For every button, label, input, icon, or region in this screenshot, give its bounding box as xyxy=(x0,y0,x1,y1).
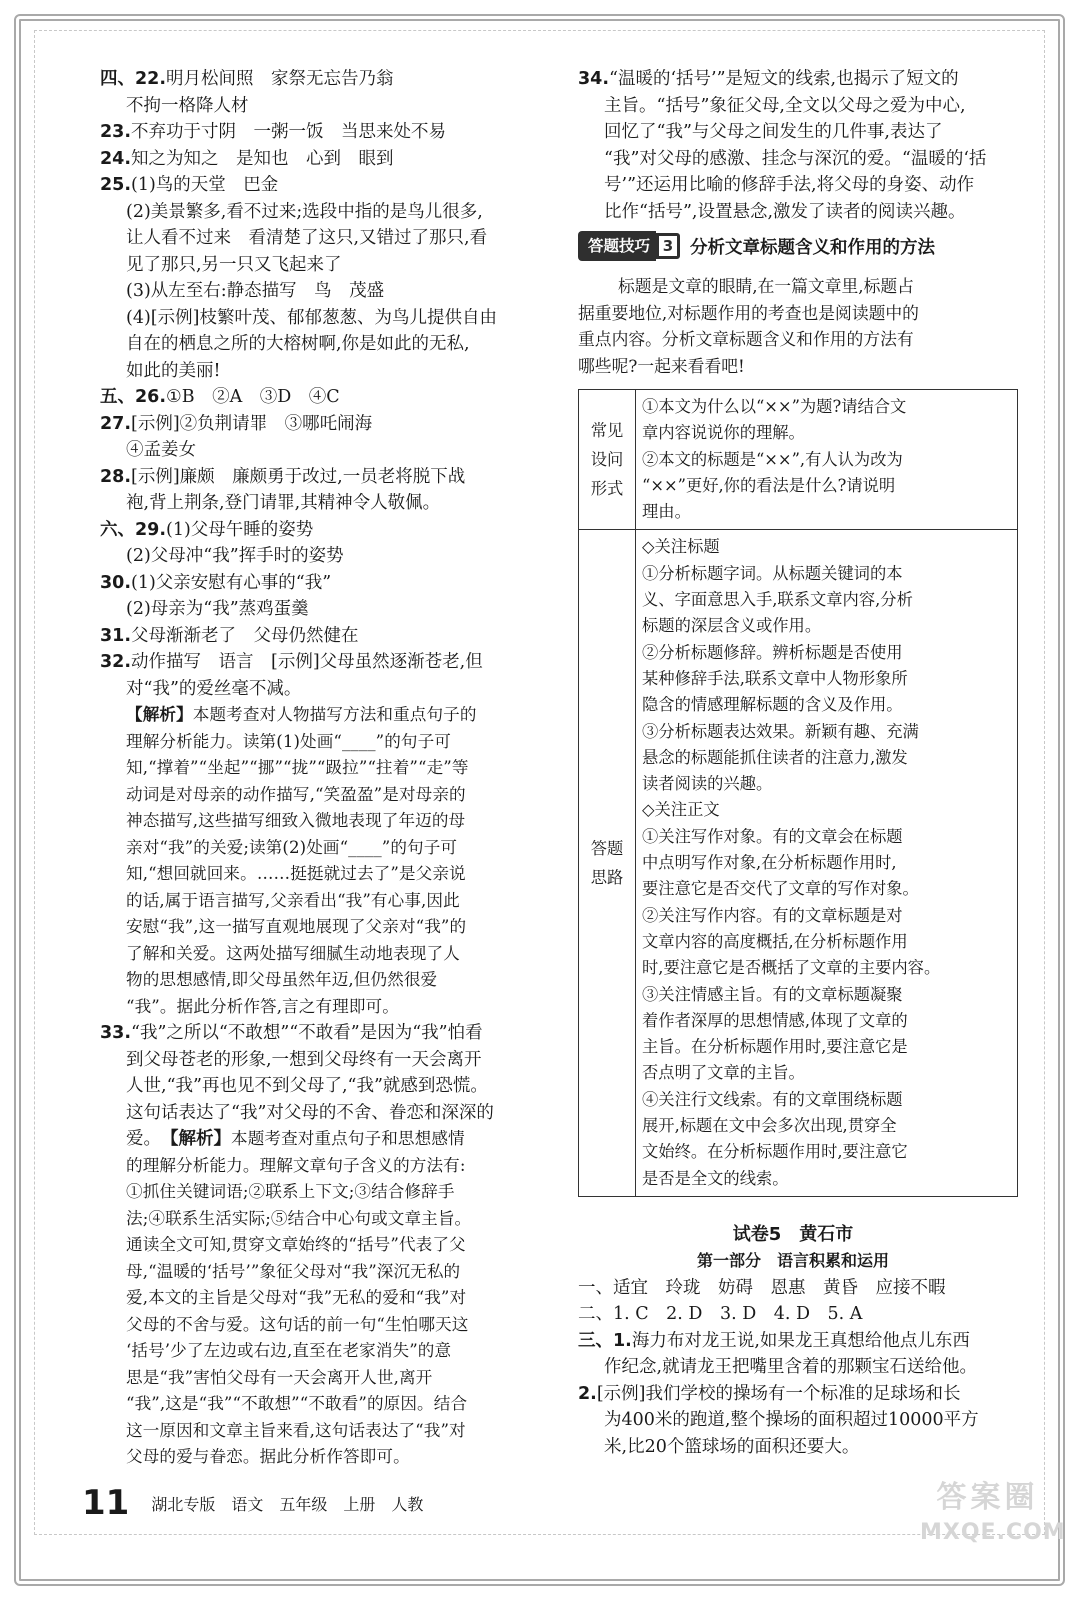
answer-text: (2)母亲为“我”蒸鸡蛋羹 xyxy=(126,599,309,619)
table-line: 隐含的情感理解标题的含义及作用。 xyxy=(642,695,903,715)
table-line: 展开,标题在文中会多次出现,贯穿全 xyxy=(642,1116,897,1136)
paper5-line xyxy=(578,1407,1008,1434)
question-number: 30. xyxy=(100,572,132,593)
answer-text: (4)[示例]枝繁叶茂、郁郁葱葱、为鸟儿提供自由 xyxy=(126,307,497,328)
left-line xyxy=(100,146,545,173)
table-line: ④关注行文线索。有的文章围绕标题 xyxy=(642,1089,903,1109)
answer-approach-content xyxy=(636,530,1018,1196)
answer-text: 这句话表达了“我”对父母的不舍、眷恋和深深的 xyxy=(126,1102,494,1123)
watermark-url: MXQE.COM xyxy=(920,1520,1066,1545)
answer-text: “我”之所以“不敢想”“不敢看”是因为“我”怕看 xyxy=(131,1023,483,1043)
question-number: 23. xyxy=(100,122,132,142)
answer-text: 比作“括号”,设置悬念,激发了读者的阅读兴趣。 xyxy=(604,201,966,222)
table-line: 着作者深厚的思想情感,体现了文章的 xyxy=(642,1010,908,1030)
label-char: 答题 xyxy=(590,839,624,859)
left-line xyxy=(100,1391,545,1418)
part-title: 第一部分 语言积累和运用 xyxy=(696,1250,889,1270)
answer-text: 知,“想回就回来。……挺挺就过去了”是父亲说 xyxy=(126,864,466,883)
answer-text: 为400米的跑道,整个操场的面积超过10000平方 xyxy=(604,1410,979,1431)
left-line xyxy=(100,93,545,120)
intro-line: 重点内容。分析文章标题含义和作用的方法有 xyxy=(578,329,914,349)
left-line xyxy=(100,1365,545,1392)
answer-text: 米,比20个篮球场的面积还要大。 xyxy=(604,1436,860,1457)
answer-text: [示例]我们学校的操场有一个标准的足球场和长 xyxy=(596,1383,961,1404)
table-line: ①本文为什么以“××”为题?请结合文 xyxy=(642,397,907,416)
answer-text: 如此的美丽! xyxy=(126,360,221,381)
left-line xyxy=(100,358,545,385)
table-line: ②分析标题修辞。辨析标题是否使用 xyxy=(642,642,903,662)
answer-text: 法;④联系生活实际;⑤结合中心句或文章主旨。 xyxy=(126,1208,472,1228)
answer-text: “我”。据此分析作答,言之有理即可。 xyxy=(126,996,399,1016)
answer-text: 作纪念,就请龙王把嘴里含着的那颗宝石送给他。 xyxy=(604,1357,978,1378)
answer-text: 本题考查对重点句子和思想感情 xyxy=(231,1129,465,1148)
technique-intro xyxy=(578,273,1008,379)
table-line: 主旨。在分析标题作用时,要注意它是 xyxy=(642,1037,908,1057)
right-line xyxy=(578,172,1008,199)
table-line: 文始终。在分析标题作用时,要注意它 xyxy=(642,1142,908,1162)
left-line xyxy=(100,437,545,464)
left-line xyxy=(100,305,545,332)
table-line: 义、字面意思入手,联系文章内容,分析 xyxy=(642,590,913,610)
table-row-answer-approach xyxy=(579,530,1018,1196)
answer-text: 自在的栖息之所的大榕树啊,你是如此的无私, xyxy=(126,334,470,354)
intro-line: 哪些呢?一起来看看吧! xyxy=(578,355,745,376)
technique-title: 分析文章标题含义和作用的方法 xyxy=(690,237,936,258)
question-number: 32. xyxy=(100,652,132,672)
left-line xyxy=(100,888,545,915)
answer-text: 安慰“我”,这一描写直观地展现了父亲对“我”的 xyxy=(126,917,467,936)
intro-line: 标题是文章的眼睛,在一篇文章里,标题占 xyxy=(618,276,914,296)
left-line xyxy=(100,570,545,597)
question-forms-content xyxy=(636,390,1018,530)
answer-text: ④孟姜女 xyxy=(126,440,196,460)
question-number: 33. xyxy=(100,1023,132,1043)
paper5-line xyxy=(578,1328,1008,1355)
left-line xyxy=(100,1153,545,1180)
watermark-logo xyxy=(920,1478,1066,1566)
question-number: 27. xyxy=(100,413,132,434)
left-line xyxy=(100,861,545,888)
answer-text: 人世,“我”再也见不到父母了,“我”就感到恐慌。 xyxy=(126,1076,488,1096)
right-line xyxy=(578,119,1008,146)
left-line xyxy=(100,517,545,544)
left-line xyxy=(100,411,545,438)
table-line: 要注意它是否交代了文章的写作对象。 xyxy=(642,879,919,899)
question-number: 六、29. xyxy=(100,519,167,540)
left-line xyxy=(100,1338,545,1365)
answer-text: 神态描写,这些描写细致入微地表现了年迈的母 xyxy=(126,811,466,830)
answer-text: 动词是对母亲的动作描写,“笑盈盈”是对母亲的 xyxy=(126,784,466,804)
paper-title: 试卷5 黄石市 xyxy=(732,1223,854,1245)
table-line: 否点明了文章的主旨。 xyxy=(642,1063,805,1083)
left-line xyxy=(100,1073,545,1100)
table-line: “××”更好,你的看法是什么?请说明 xyxy=(642,475,896,495)
left-line xyxy=(100,941,545,968)
table-line: 时,要注意它是否概括了文章的主要内容。 xyxy=(642,958,941,978)
answer-text: (2)父母冲“我”挥手时的姿势 xyxy=(126,546,344,566)
table-line: ②本文的标题是“××”,有人认为改为 xyxy=(642,449,903,469)
answer-text: (2)美景繁多,看不过来;选段中指的是鸟儿很多, xyxy=(126,201,483,222)
left-line xyxy=(100,914,545,941)
intro-line: 据重要地位,对标题作用的考查也是阅读题中的 xyxy=(578,302,919,323)
left-line xyxy=(100,278,545,305)
answer-text: 的理解分析能力。理解文章句子含义的方法有: xyxy=(126,1155,466,1175)
answer-text: 本题考查对人物描写方法和重点句子的 xyxy=(192,705,477,724)
left-line xyxy=(100,490,545,517)
table-row-question-forms xyxy=(579,390,1018,530)
left-line xyxy=(100,1312,545,1339)
label-char: 形式 xyxy=(590,479,624,499)
answer-text: 通读全文可知,贯穿文章始终的“括号”代表了父 xyxy=(126,1235,466,1254)
label-answer-approach xyxy=(579,530,636,1196)
analysis-label: 【解析】 xyxy=(126,705,193,724)
left-line xyxy=(100,1100,545,1127)
answer-text: 让人看不过来 看清楚了这只,又错过了那只,看 xyxy=(126,228,488,248)
left-line xyxy=(100,1020,545,1047)
question-number: 31. xyxy=(100,625,132,646)
table-line: ◇关注正文 xyxy=(642,800,720,820)
right-column xyxy=(578,66,1008,1460)
left-line xyxy=(100,702,545,729)
left-line xyxy=(100,1126,545,1153)
answer-text: 到父母苍老的形象,一想到父母终有一天会离开 xyxy=(126,1049,482,1070)
left-line xyxy=(100,808,545,835)
answer-text: 亲对“我”的关爱;读第(2)处画“____”的句子可 xyxy=(126,837,458,857)
right-line xyxy=(578,146,1008,173)
left-line xyxy=(100,172,545,199)
question-number: 25. xyxy=(100,175,132,195)
left-line xyxy=(100,1179,545,1206)
page-number: 11 xyxy=(82,1483,130,1523)
table-line: ◇关注标题 xyxy=(642,537,720,557)
table-line: ③关注情感主旨。有的文章标题凝聚 xyxy=(642,984,903,1004)
answer-text: 二、1. C 2. D 3. D 4. D 5. A xyxy=(578,1304,863,1325)
left-line xyxy=(100,596,545,623)
left-line xyxy=(100,66,545,93)
table-line: ①分析标题字词。从标题关键词的本 xyxy=(642,563,903,583)
answer-text: 爱。 xyxy=(126,1129,170,1149)
left-line xyxy=(100,225,545,252)
technique-header xyxy=(578,231,1008,261)
answer-text: (1)父亲安慰有心事的“我” xyxy=(131,572,332,593)
table-line: 某种修辞手法,联系文章中人物形象所 xyxy=(642,668,908,688)
table-line: 章内容说说你的理解。 xyxy=(642,423,805,443)
left-line xyxy=(100,199,545,226)
right-line xyxy=(578,93,1008,120)
right-line xyxy=(578,66,1008,93)
answer-text: “温暖的‘括号’”是短文的线索,也揭示了短文的 xyxy=(609,69,959,89)
label-char: 思路 xyxy=(590,868,624,888)
question-number: 2. xyxy=(578,1383,597,1404)
left-column xyxy=(100,66,545,1471)
answer-text: 知之为知之 是知也 心到 眼到 xyxy=(131,148,394,169)
left-line xyxy=(100,1047,545,1074)
technique-table xyxy=(578,389,1018,1197)
left-line xyxy=(100,1259,545,1286)
table-line: 标题的深层含义或作用。 xyxy=(642,616,822,636)
answer-text: 回忆了“我”与父母之间发生的几件事,表达了 xyxy=(604,122,943,142)
answer-text: 不弃功于寸阴 一粥一饭 当思来处不易 xyxy=(131,122,447,142)
answer-text: [示例]②负荆请罪 ③哪吒闹海 xyxy=(131,413,373,434)
left-line xyxy=(100,649,545,676)
answer-text: ①抓住关键词语;②联系上下文;③结合修辞手 xyxy=(126,1182,455,1201)
left-line xyxy=(100,384,545,411)
answer-text: 袍,背上荆条,登门请罪,其精神令人敬佩。 xyxy=(126,493,441,513)
question-number: 四、22. xyxy=(100,69,167,89)
answer-text: 了解和关爱。这两处描写细腻生动地表现了人 xyxy=(126,943,460,963)
left-line xyxy=(100,1285,545,1312)
right-line xyxy=(578,199,1008,226)
left-line xyxy=(100,119,545,146)
left-line xyxy=(100,1232,545,1259)
left-line xyxy=(100,967,545,994)
table-line: ③分析标题表达效果。新颖有趣、充满 xyxy=(642,721,919,741)
question-number: 34. xyxy=(578,69,610,89)
answer-text: 一、适宜 玲珑 妨碍 恩惠 黄昏 应接不暇 xyxy=(578,1277,946,1298)
question-number: 24. xyxy=(100,148,132,169)
left-line xyxy=(100,464,545,491)
answer-text: 号’”还运用比喻的修辞手法,将父母的身姿、动作 xyxy=(604,175,975,195)
watermark-text: 答案圈 xyxy=(936,1480,1039,1515)
table-line: 中点明写作对象,在分析标题作用时, xyxy=(642,853,897,873)
answer-text: 的话,属于语言描写,父亲看出“我”有心事,因此 xyxy=(126,890,460,910)
answer-text: “我”,这是“我”“不敢想”“不敢看”的原因。结合 xyxy=(126,1394,468,1413)
answer-text: 物的思想感情,即父母虽然年迈,但仍然很爱 xyxy=(126,970,438,989)
answer-text: 知,“撑着”“坐起”“挪”“拢”“趿拉”“拄着”“走”等 xyxy=(126,758,469,777)
answer-text: 母,“温暖的‘括号’”象征父母对“我”深沉无私的 xyxy=(126,1261,461,1281)
technique-tag: 答题技巧 xyxy=(578,231,656,261)
left-line xyxy=(100,676,545,703)
table-line: 是否是全文的线索。 xyxy=(642,1168,789,1188)
left-line xyxy=(100,623,545,650)
left-line xyxy=(100,252,545,279)
answer-text: “我”对父母的感激、挂念与深沉的爱。“温暖的‘括 xyxy=(604,148,987,169)
paper5-line xyxy=(578,1354,1008,1381)
answer-text: (3)从左至右:静态描写 鸟 茂盛 xyxy=(126,281,385,301)
answer-text: 动作描写 语言 [示例]父母虽然逐渐苍老,但 xyxy=(131,652,483,672)
answer-text: 主旨。“括号”象征父母,全文以父母之爱为中心, xyxy=(604,95,966,116)
label-char: 常见 xyxy=(590,421,624,441)
footer-edition: 湖北专版 语文 五年级 上册 人教 xyxy=(151,1494,424,1514)
page-footer xyxy=(82,1483,423,1523)
paper5-line xyxy=(578,1275,1008,1302)
question-number: 三、1. xyxy=(578,1330,632,1351)
question-number: 28. xyxy=(100,466,132,487)
left-line xyxy=(100,1444,545,1471)
label-char: 设问 xyxy=(590,450,624,470)
answer-text: (1)父母午睡的姿势 xyxy=(166,519,314,540)
left-line xyxy=(100,782,545,809)
technique-number: 3 xyxy=(656,233,680,259)
left-line xyxy=(100,835,545,862)
left-line xyxy=(100,1418,545,1445)
answer-text: 理解分析能力。读第(1)处画“____”的句子可 xyxy=(126,731,451,751)
paper5-line xyxy=(578,1301,1008,1328)
left-line xyxy=(100,1206,545,1233)
answer-text: 爱,本文的主旨是父母对“我”无私的爱和“我”对 xyxy=(126,1288,467,1307)
answer-text: (1)鸟的天堂 巴金 xyxy=(131,175,279,195)
answer-text: [示例]廉颇 廉颇勇于改过,一员老将脱下战 xyxy=(131,466,466,487)
answer-34 xyxy=(578,66,1008,225)
paper5-answers xyxy=(578,1275,1008,1461)
answer-text: 父母渐渐老了 父母仍然健在 xyxy=(131,625,359,646)
left-line xyxy=(100,331,545,358)
answer-text: 不拘一格降人材 xyxy=(126,95,249,116)
left-line xyxy=(100,994,545,1021)
paper5-line xyxy=(578,1434,1008,1461)
question-number: 五、26. xyxy=(100,387,167,407)
left-line xyxy=(100,755,545,782)
answer-text: 海力布对龙王说,如果龙王真想给他点儿东西 xyxy=(631,1330,970,1351)
label-question-forms xyxy=(579,390,636,530)
table-line: 文章内容的高度概括,在分析标题作用 xyxy=(642,931,908,951)
left-line xyxy=(100,729,545,756)
table-line: 悬念的标题能抓住读者的注意力,激发 xyxy=(642,747,908,767)
paper5-line xyxy=(578,1381,1008,1408)
answer-text: 见了那只,另一只又飞起来了 xyxy=(126,254,342,275)
answer-text: 这一原因和文章主旨来看,这句话表达了“我”对 xyxy=(126,1420,466,1440)
answer-text: ‘括号’少了左边或右边,直至在老家消失”的意 xyxy=(126,1341,452,1360)
table-line: ②关注写作内容。有的文章标题是对 xyxy=(642,905,903,925)
left-line xyxy=(100,543,545,570)
table-line: 读者阅读的兴趣。 xyxy=(642,774,773,794)
table-line: ①关注写作对象。有的文章会在标题 xyxy=(642,826,903,846)
answer-text: 对“我”的爱丝毫不减。 xyxy=(126,678,302,699)
analysis-label: 【解析】 xyxy=(169,1129,231,1149)
answer-text: 父母的爱与眷恋。据此分析作答即可。 xyxy=(126,1447,410,1466)
table-line: 理由。 xyxy=(642,502,691,522)
answer-text: 父母的不舍与爱。这句话的前一句“生怕哪天这 xyxy=(126,1314,469,1334)
answer-text: 明月松间照 家祭无忘告乃翁 xyxy=(166,69,394,89)
answer-text: 思是“我”害怕父母有一天会离开人世,离开 xyxy=(126,1367,433,1387)
answer-text: ①B ②A ③D ④C xyxy=(166,387,340,407)
